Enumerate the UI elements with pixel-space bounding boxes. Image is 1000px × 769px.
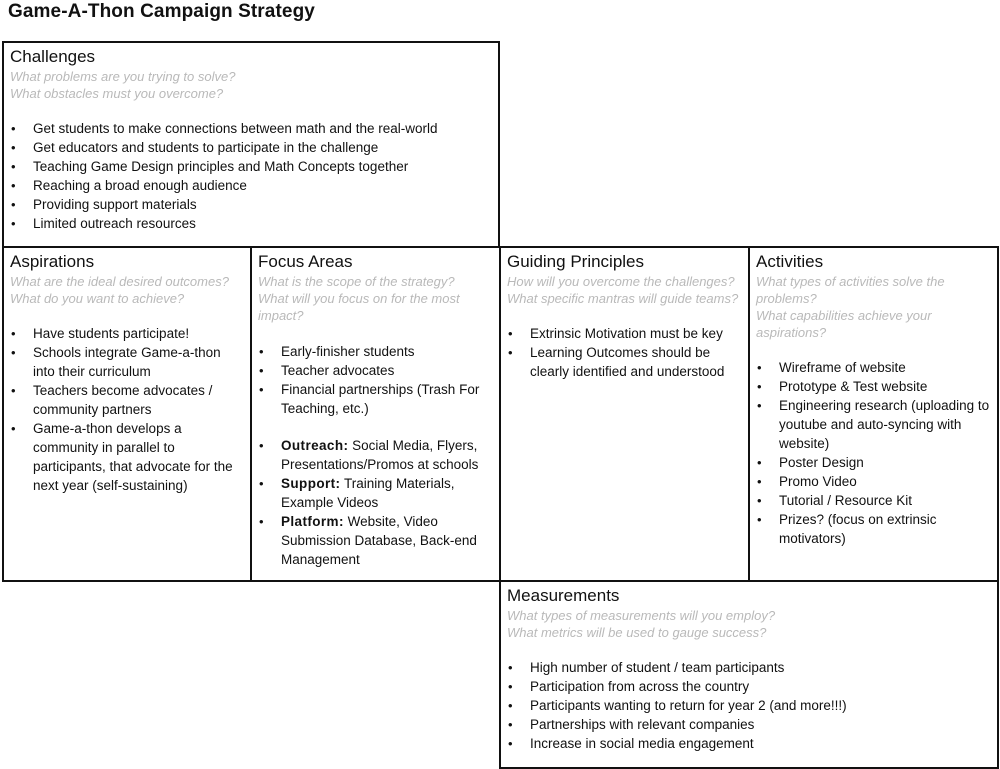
item-label: Platform: xyxy=(281,514,344,529)
focus-areas-prompt: What will you focus on for the most impact? xyxy=(258,291,460,323)
aspirations-box xyxy=(2,246,252,582)
list-item: • Increase in social media engagement xyxy=(507,734,991,753)
focus-areas-title: Focus Areas xyxy=(258,252,353,271)
list-item: • Get educators and students to participate in the challenge xyxy=(10,138,492,157)
aspirations-prompt: What do you want to achieve? xyxy=(10,291,185,306)
measurements-title: Measurements xyxy=(507,586,620,605)
item-label: Support: xyxy=(281,476,341,491)
item-text: Social Media, Flyers, Presentations/Promos at schools xyxy=(281,438,479,472)
list-item: • Wireframe of website xyxy=(756,358,991,377)
page-title: Game-A-Thon Campaign Strategy xyxy=(8,1,315,22)
activities-prompt: What capabilities achieve your aspirations? xyxy=(756,308,932,340)
activities-list xyxy=(756,358,991,548)
list-item: • Prizes? (focus on extrinsic motivators) xyxy=(756,510,991,548)
measurements-list xyxy=(507,658,991,753)
challenges-prompt: What obstacles must you overcome? xyxy=(10,86,224,101)
guiding-principles-title: Guiding Principles xyxy=(507,252,645,271)
list-item xyxy=(258,474,493,512)
focus-areas-prompt: What is the scope of the strategy? xyxy=(258,274,455,289)
challenges-prompt: What problems are you trying to solve? xyxy=(10,69,236,84)
focus-areas-labeled-list xyxy=(258,436,493,569)
list-item: • Partnerships with relevant companies xyxy=(507,715,991,734)
list-item: • Reaching a broad enough audience xyxy=(10,176,492,195)
item-text: Training Materials, Example Videos xyxy=(281,476,455,510)
list-item: • Schools integrate Game-a-thon into their curriculum xyxy=(10,343,244,381)
list-item: • Get students to make connections between math and the real-world xyxy=(10,119,492,138)
challenges-box xyxy=(2,41,500,248)
list-item: • High number of student / team participants xyxy=(507,658,991,677)
list-item xyxy=(258,436,493,474)
list-item: • Teacher advocates xyxy=(258,361,493,380)
list-item: • Limited outreach resources xyxy=(10,214,492,233)
guiding-principles-prompt: How will you overcome the challenges? xyxy=(507,274,735,289)
guiding-principles-box xyxy=(499,246,750,582)
item-text: Website, Video Submission Database, Back-end Management xyxy=(281,514,477,567)
measurements-prompt: What metrics will be used to gauge success? xyxy=(507,625,767,640)
list-item: • Providing support materials xyxy=(10,195,492,214)
aspirations-title: Aspirations xyxy=(10,252,95,271)
list-item: • Participation from across the country xyxy=(507,677,991,696)
list-item: • Participants wanting to return for year 2 (and more!!!) xyxy=(507,696,991,715)
activities-prompt: What types of activities solve the problems? xyxy=(756,274,945,306)
list-item: • Prototype & Test website xyxy=(756,377,991,396)
challenges-title: Challenges xyxy=(10,47,96,66)
list-item: • Engineering research (uploading to youtube and auto-syncing with website) xyxy=(756,396,991,453)
list-item: • Poster Design xyxy=(756,453,991,472)
guiding-principles-list xyxy=(507,324,742,381)
list-item xyxy=(258,512,493,569)
list-item: • Financial partnerships (Trash For Teaching, etc.) xyxy=(258,380,493,418)
list-item: • Extrinsic Motivation must be key xyxy=(507,324,742,343)
focus-areas-box xyxy=(250,246,501,582)
item-label: Outreach: xyxy=(281,438,349,453)
list-item: • Early-finisher students xyxy=(258,342,493,361)
guiding-principles-prompt: What specific mantras will guide teams? xyxy=(507,291,739,306)
list-item: • Have students participate! xyxy=(10,324,244,343)
list-item: • Learning Outcomes should be clearly identified and understood xyxy=(507,343,742,381)
list-item: • Game-a-thon develops a community in parallel to participants, that advocate for the next year (self-sustaining) xyxy=(10,419,244,495)
measurements-prompt: What types of measurements will you employ? xyxy=(507,608,776,623)
activities-box xyxy=(748,246,999,582)
aspirations-prompt: What are the ideal desired outcomes? xyxy=(10,274,229,289)
aspirations-list xyxy=(10,324,244,495)
list-item: • Teaching Game Design principles and Math Concepts together xyxy=(10,157,492,176)
measurements-box xyxy=(499,580,999,769)
focus-areas-list xyxy=(258,342,493,418)
list-item: • Tutorial / Resource Kit xyxy=(756,491,991,510)
list-item: • Promo Video xyxy=(756,472,991,491)
list-item: • Teachers become advocates / community partners xyxy=(10,381,244,419)
activities-title: Activities xyxy=(756,252,824,271)
challenges-list xyxy=(10,119,492,233)
